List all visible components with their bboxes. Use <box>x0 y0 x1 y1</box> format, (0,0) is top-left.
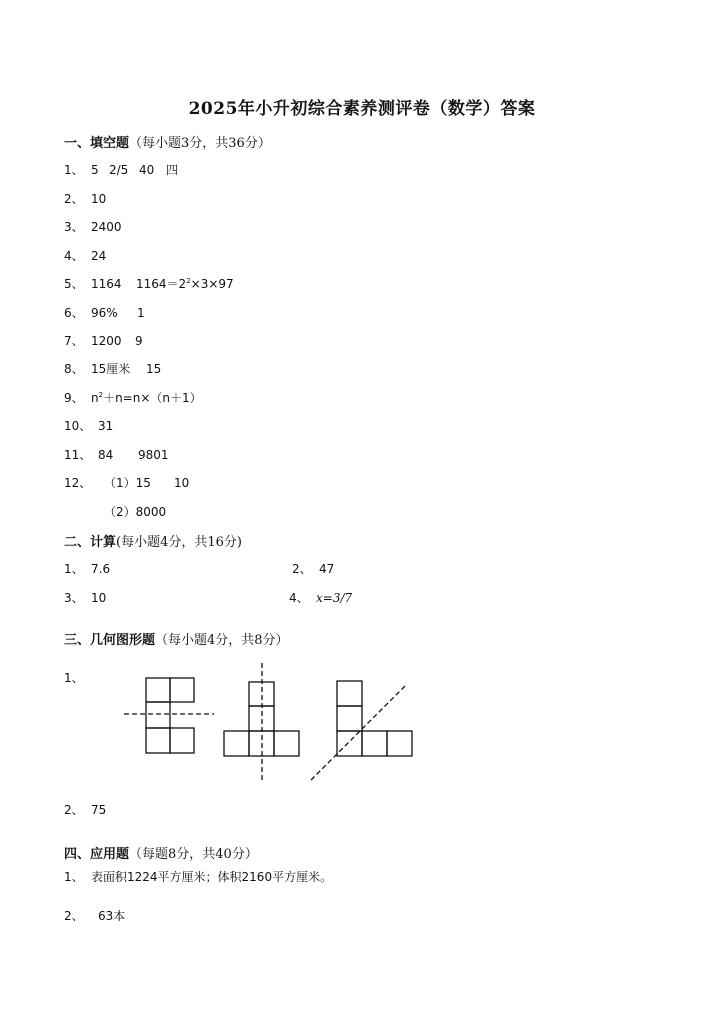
question-number: 7、 <box>64 334 84 348</box>
answer-value: 7.6 <box>91 562 111 576</box>
question-number: 10、 <box>64 419 92 433</box>
page-title: 2025年小升初综合素养测评卷（数学）答案 <box>188 99 536 119</box>
question-number: 1、 <box>64 163 84 177</box>
section-note: （每小题3分，共36分） <box>129 136 271 151</box>
answer-value: 1164 <box>91 277 122 291</box>
question-number: 2、 <box>64 803 84 817</box>
question-number: 8、 <box>64 362 84 376</box>
answer-value: 2400 <box>91 220 122 234</box>
answer-value: 10 <box>91 192 107 206</box>
answer-value: 10 <box>174 476 190 490</box>
answer-value: 15厘米 <box>91 362 131 376</box>
answer-value: 5 <box>91 163 99 177</box>
section-title: 三、几何图形题 <box>64 633 156 648</box>
section-note: （每题8分，共40分） <box>129 847 258 862</box>
answer-value: 75 <box>91 803 107 817</box>
answer-value: （2）8000 <box>104 505 167 519</box>
exponent: 2 <box>98 391 104 399</box>
answer-value: 96% <box>91 306 118 320</box>
answer-value: 1200 <box>91 334 122 348</box>
answer-value: 1 <box>137 306 145 320</box>
question-number: 1、 <box>64 870 84 884</box>
answer-value: 2/5 <box>109 163 129 177</box>
question-number: 12、 <box>64 476 92 490</box>
answer-value: 9 <box>135 334 143 348</box>
answer-value: 四 <box>166 163 179 177</box>
answer-value: 63本 <box>98 909 126 923</box>
answer-value: 10 <box>91 591 107 605</box>
answer-value: 47 <box>319 562 335 576</box>
figure-3-shape <box>337 681 412 756</box>
answer-value: ＋n=n×（n＋1） <box>103 391 202 405</box>
answer-row <box>64 868 332 885</box>
answer-value: 15 <box>146 362 162 376</box>
answer-value: x=3/7 <box>316 591 353 605</box>
answer-value: ×3×97 <box>190 277 234 291</box>
section-note: (每小题4分，共16分) <box>116 535 242 550</box>
exponent: 2 <box>186 277 191 285</box>
question-number: 2、 <box>292 562 312 576</box>
answer-value: 24 <box>91 249 107 263</box>
answer-value: 9801 <box>138 448 169 462</box>
section-note: （每小题4分，共8分） <box>155 633 289 648</box>
section-title: 一、填空题 <box>64 136 130 151</box>
question-number: 11、 <box>64 448 92 462</box>
section-title: 四、应用题 <box>64 847 130 862</box>
question-number: 9、 <box>64 391 84 405</box>
section-title: 二、计算 <box>64 535 117 550</box>
question-number: 4、 <box>64 249 84 263</box>
answer-value: 表面积1224平方厘米；体积2160平方厘米。 <box>91 870 333 884</box>
question-number: 1、 <box>64 562 84 576</box>
question-number: 5、 <box>64 277 84 291</box>
question-number: 3、 <box>64 591 84 605</box>
answer-row <box>64 801 106 818</box>
answer-row <box>64 907 125 924</box>
question-number: 2、 <box>64 909 84 923</box>
answer-value: n <box>91 391 99 405</box>
question-number: 4、 <box>289 591 309 605</box>
question-number: 2、 <box>64 192 84 206</box>
answer-value: 84 <box>98 448 114 462</box>
question-number: 6、 <box>64 306 84 320</box>
question-number: 3、 <box>64 220 84 234</box>
symmetry-axis <box>311 686 405 780</box>
figure-1-shape <box>146 678 194 753</box>
question-number: 1、 <box>64 671 84 685</box>
answer-value: 40 <box>139 163 155 177</box>
answer-value: 1164＝2 <box>136 277 187 291</box>
section-application-heading <box>64 843 258 862</box>
answer-value: 31 <box>98 419 114 433</box>
answer-value: （1）15 <box>104 476 151 490</box>
